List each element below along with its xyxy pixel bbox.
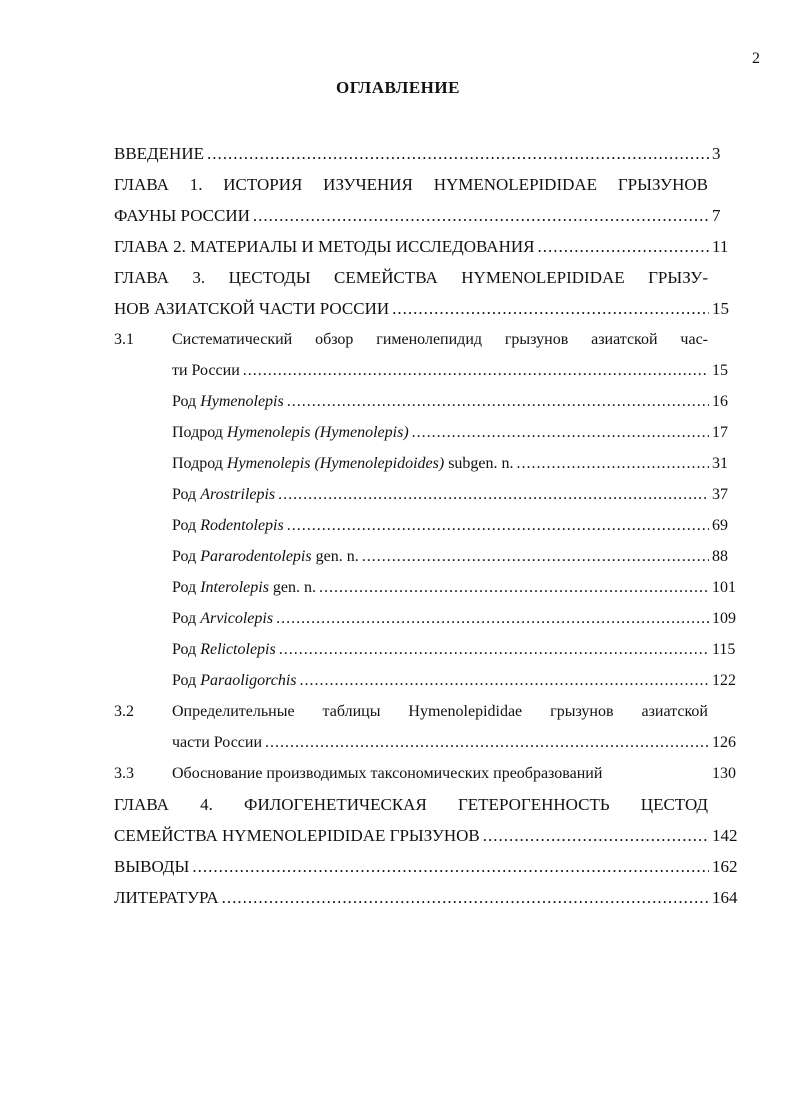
toc-entry-genus[interactable]	[114, 386, 742, 417]
toc-entry-chapter4-line1[interactable]: ГЛАВА 4. ФИЛОГЕНЕТИЧЕСКАЯ ГЕТЕРОГЕННОСТЬ ЦЕСТОД	[114, 795, 708, 814]
taxon-rank: Подрод	[172, 424, 223, 441]
toc-entry-section-3-2-line2[interactable]: части России ..... 126	[114, 727, 742, 758]
toc-entry-section-3-3[interactable]: 3.3 Обоснование производимых таксономических преобразований 130	[114, 758, 742, 789]
toc-entry-section-3-1-line2[interactable]: ти России ..... 15	[114, 355, 742, 386]
dot-leader	[362, 541, 709, 572]
dot-leader	[279, 634, 709, 665]
taxon-rank: Род	[172, 579, 197, 596]
taxon-name: Hymenolepis (Hymenolepidoides)	[226, 455, 445, 472]
page-ref: 101	[712, 579, 736, 596]
dot-leader	[287, 386, 709, 417]
toc-entry-conclusions[interactable]: ВЫВОДЫ ..... 162	[114, 851, 742, 882]
taxon-rank: Род	[172, 548, 197, 565]
dot-leader	[299, 665, 709, 696]
taxon-rank: Род	[172, 610, 197, 627]
toc-entry-chapter2[interactable]: ГЛАВА 2. МАТЕРИАЛЫ И МЕТОДЫ ИССЛЕДОВАНИЯ ..... 11	[114, 231, 742, 262]
toc-entry-chapter1-line2[interactable]: ФАУНЫ РОССИИ ..... 7	[114, 200, 742, 231]
page-ref: 69	[712, 517, 728, 534]
taxon-name: Hymenolepis (Hymenolepis)	[226, 424, 409, 441]
taxon-rank: Род	[172, 517, 197, 534]
taxon-name: Paraoligorchis	[200, 672, 297, 689]
dot-leader	[243, 355, 709, 386]
dot-leader	[412, 417, 709, 448]
toc-entry-genus[interactable]	[114, 448, 742, 479]
taxon-rank: Род	[172, 641, 197, 658]
taxon-note: gen. n.	[315, 548, 359, 565]
toc-entry-section-3-1-line1[interactable]: 3.1 Систематический обзор гименолепидид грызунов азиатской час-	[114, 324, 742, 355]
page-ref: 15	[712, 299, 729, 318]
page-ref: 7	[712, 206, 721, 225]
toc-entry-genus[interactable]	[114, 634, 742, 665]
dot-leader	[276, 603, 709, 634]
page-ref: 17	[712, 424, 728, 441]
page-ref: 162	[712, 857, 738, 876]
taxon-name: Arvicolepis	[200, 610, 274, 627]
page-ref: 130	[712, 765, 736, 782]
dot-leader	[287, 510, 709, 541]
taxon-name: Pararodentolepis	[200, 548, 312, 565]
taxon-note: gen. n.	[272, 579, 317, 596]
toc-entry-genus[interactable]	[114, 479, 742, 510]
taxon-name: Interolepis	[200, 579, 269, 596]
taxon-name: Relictolepis	[200, 641, 276, 658]
taxon-rank: Подрод	[172, 455, 223, 472]
page-ref: 16	[712, 393, 728, 410]
toc-entry-genus[interactable]	[114, 510, 742, 541]
dot-leader	[192, 851, 709, 882]
dot-leader	[483, 820, 709, 851]
page-ref: 164	[712, 888, 738, 907]
toc-entry-genus[interactable]	[114, 572, 742, 603]
taxon-name: Arostrilepis	[200, 486, 276, 503]
dot-leader	[517, 448, 709, 479]
dot-leader	[265, 727, 709, 758]
taxon-name: Hymenolepis	[200, 393, 284, 410]
dot-leader	[392, 293, 709, 324]
toc-entry-section-3-2-line1[interactable]: 3.2 Определительные таблицы Hymenolepididae грызунов азиатской	[114, 696, 742, 727]
taxon-rank: Род	[172, 486, 197, 503]
page-ref: 122	[712, 672, 736, 689]
toc-entry-chapter4-line2[interactable]: СЕМЕЙСТВА HYMENOLEPIDIDAE ГРЫЗУНОВ ..... 142	[114, 820, 742, 851]
section-number: 3.2	[114, 703, 134, 720]
page-ref: 3	[712, 144, 721, 163]
page-ref: 109	[712, 610, 736, 627]
section-number: 3.1	[114, 331, 134, 348]
taxon-rank: Род	[172, 393, 197, 410]
dot-leader	[253, 200, 709, 231]
dot-leader	[537, 231, 709, 262]
page-ref: 37	[712, 486, 728, 503]
dot-leader	[319, 572, 709, 603]
dot-leader	[207, 138, 709, 169]
page-ref: 142	[712, 826, 738, 845]
toc-entry-genus[interactable]	[114, 541, 742, 572]
toc-entry-genus[interactable]	[114, 665, 742, 696]
page-ref: 15	[712, 362, 728, 379]
toc-entry-intro[interactable]: ВВЕДЕНИЕ ..... 3	[114, 138, 742, 169]
toc-entry-chapter3-line2[interactable]: НОВ АЗИАТСКОЙ ЧАСТИ РОССИИ ..... 15	[114, 293, 742, 324]
dot-leader	[222, 882, 709, 913]
dot-leader	[278, 479, 709, 510]
toc-entry-genus[interactable]	[114, 417, 742, 448]
page-number: 2	[752, 50, 760, 67]
taxon-note: subgen. n.	[448, 455, 514, 472]
toc-entry-literature[interactable]: ЛИТЕРАТУРА ..... 164	[114, 882, 742, 913]
toc-entry-chapter3-line1[interactable]: ГЛАВА 3. ЦЕСТОДЫ СЕМЕЙСТВА HYMENOLEPIDIDAE ГРЫЗУ-	[114, 268, 708, 287]
taxon-rank: Род	[172, 672, 197, 689]
page-ref: 126	[712, 734, 736, 751]
page-ref: 88	[712, 548, 728, 565]
section-number: 3.3	[114, 765, 134, 782]
page-ref: 11	[712, 237, 729, 256]
taxon-name: Rodentolepis	[200, 517, 284, 534]
genus-list	[114, 386, 742, 696]
page-title: ОГЛАВЛЕНИЕ	[336, 78, 460, 97]
page-ref: 31	[712, 455, 728, 472]
toc-entry-chapter1-line1[interactable]: ГЛАВА 1. ИСТОРИЯ ИЗУЧЕНИЯ HYMENOLEPIDIDAE ГРЫЗУНОВ	[114, 175, 708, 194]
table-of-contents	[114, 138, 742, 913]
page-ref: 115	[712, 641, 736, 658]
toc-entry-genus[interactable]	[114, 603, 742, 634]
